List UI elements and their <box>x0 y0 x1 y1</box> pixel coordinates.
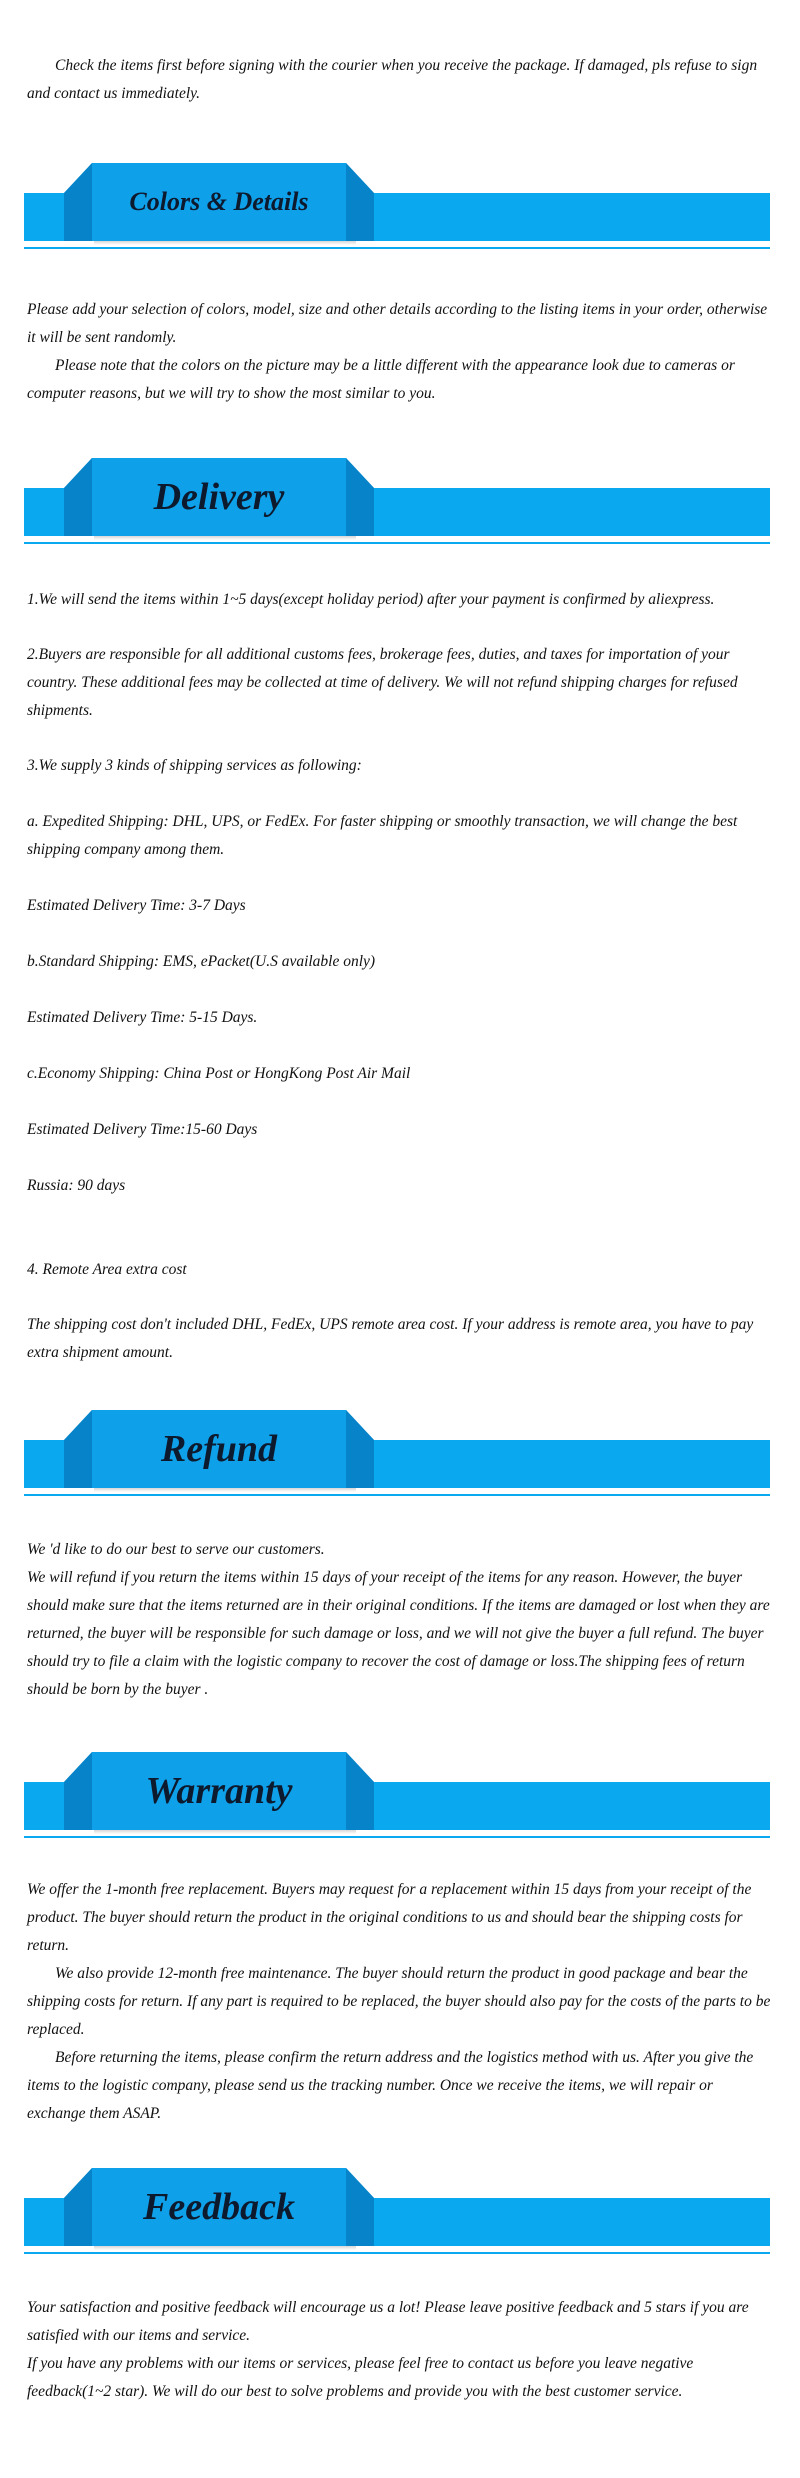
feedback-paragraph-2: If you have any problems with our items or services, please feel free to contact us before you leave negative feedback(1~2 star). We will do our best to solve problems and provide you with the best customer service. <box>27 2355 694 2400</box>
delivery-time-standard: Estimated Delivery Time: 5-15 Days. <box>27 1009 258 1026</box>
colors-text-block <box>27 296 772 408</box>
warranty-paragraph-3: Before returning the items, please confirm the return address and the logistics method with us. After you give the items to the logistic company, please send us the tracking number. Once we receive the items, we will repair or exchange them ASAP. <box>27 2049 754 2122</box>
colors-paragraph-1: Please add your selection of colors, model, size and other details according to the listing items in your order, otherwise it will be sent randomly. <box>27 301 768 346</box>
refund-text-block <box>27 1536 772 1704</box>
banner-underline <box>24 1836 770 1838</box>
refund-paragraph-1: We 'd like to do our best to serve our customers. <box>27 1541 325 1558</box>
warranty-paragraph-2: We also provide 12-month free maintenance. The buyer should return the product in good package and bear the shipping costs for return. If any part is required to be replaced, the buyer should also pay for the costs of the parts to be replaced. <box>27 1965 771 2038</box>
intro-text-block <box>27 52 772 108</box>
delivery-remote-cost: The shipping cost don't included DHL, FedEx, UPS remote area cost. If your address is remote area, you have to pay extra shipment amount. <box>27 1316 754 1361</box>
delivery-heading: Delivery <box>153 476 285 518</box>
delivery-time-economy: Estimated Delivery Time:15-60 Days <box>27 1121 258 1138</box>
colors-details-banner <box>24 163 770 253</box>
banner-underline <box>24 2252 770 2254</box>
delivery-russia: Russia: 90 days <box>27 1177 126 1194</box>
delivery-item-economy: c.Economy Shipping: China Post or HongKong Post Air Mail <box>27 1065 411 1082</box>
feedback-banner <box>24 2168 770 2258</box>
delivery-item-2: 2.Buyers are responsible for all additional customs fees, brokerage fees, duties, and taxes for importation of your country. These additional fees may be collected at time of delivery. We will not refund shipping charges for refused shipments. <box>27 646 738 719</box>
refund-banner <box>24 1410 770 1500</box>
delivery-item-standard: b.Standard Shipping: EMS, ePacket(U.S available only) <box>27 953 376 970</box>
warranty-paragraph-1: We offer the 1-month free replacement. Buyers may request for a replacement within 15 days from your receipt of the product. The buyer should return the product in the original conditions to us and should bear the shipping costs for return. <box>27 1881 752 1954</box>
delivery-item-expedited: a. Expedited Shipping: DHL, UPS, or FedEx. For faster shipping or smoothly transaction, we will change the best shipping company among them. <box>27 813 738 858</box>
banner-underline <box>24 247 770 249</box>
delivery-time-expedited: Estimated Delivery Time: 3-7 Days <box>27 897 246 914</box>
feedback-heading: Feedback <box>143 2186 295 2228</box>
refund-heading: Refund <box>160 1428 278 1470</box>
banner-underline <box>24 542 770 544</box>
warranty-heading: Warranty <box>145 1770 293 1812</box>
warranty-banner <box>24 1752 770 1842</box>
feedback-paragraph-1: Your satisfaction and positive feedback will encourage us a lot! Please leave positive feedback and 5 stars if you are satisfied with our items and service. <box>27 2299 749 2344</box>
refund-paragraph-2: We will refund if you return the items within 15 days of your receipt of the items for any reason. However, the buyer should make sure that the items returned are in their original conditions. If the items are damaged or lost when they are returned, the buyer will be responsible for such damage or loss, and we will not give the buyer a full refund. The buyer should try to file a claim with the logistic company to recover the cost of damage or loss.The shipping fees of return should be born by the buyer . <box>27 1569 770 1698</box>
delivery-banner <box>24 458 770 548</box>
colors-details-heading: Colors & Details <box>129 187 309 216</box>
feedback-text-block <box>27 2294 772 2406</box>
warranty-text-block <box>27 1876 772 2128</box>
delivery-item-1: 1.We will send the items within 1~5 days(except holiday period) after your payment is confirmed by aliexpress. <box>27 591 715 608</box>
delivery-item-3: 3.We supply 3 kinds of shipping services as following: <box>27 757 362 774</box>
intro-paragraph: Check the items first before signing with the courier when you receive the package. If damaged, pls refuse to sign and contact us immediately. <box>27 57 758 102</box>
delivery-remote-area: 4. Remote Area extra cost <box>27 1261 187 1278</box>
banner-underline <box>24 1494 770 1496</box>
colors-paragraph-2: Please note that the colors on the picture may be a little different with the appearance look due to cameras or computer reasons, but we will try to show the most similar to you. <box>27 357 735 402</box>
